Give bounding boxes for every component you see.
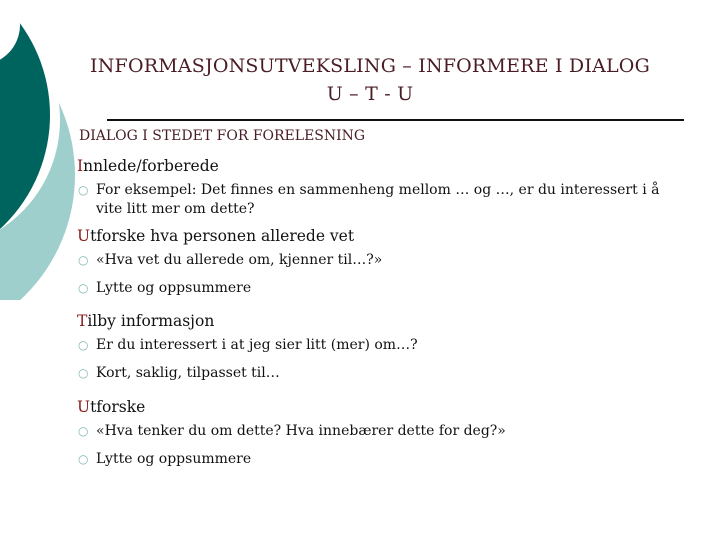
list-item-text: «Hva tenker du om dette? Hva innebærer dette for deg?»	[96, 423, 506, 439]
heading-initial: I	[77, 157, 84, 175]
heading-rest: tforske hva personen allerede vet	[90, 227, 355, 245]
heading-initial: T	[77, 312, 88, 330]
list-item	[78, 422, 678, 441]
section-heading-utforske	[77, 398, 145, 416]
list-item-text: Lytte og oppsummere	[96, 451, 252, 467]
hollow-circle-icon: ○	[78, 281, 89, 295]
list-item-text: Lytte og oppsummere	[96, 280, 252, 296]
heading-rest: tforske	[90, 398, 146, 416]
heading-initial: U	[77, 398, 91, 416]
title-line-1: INFORMASJONSUTVEKSLING – INFORMERE I DIALOG	[90, 55, 650, 77]
subtitle: DIALOG I STEDET FOR FORELESNING	[79, 128, 366, 144]
list-item-text: «Hva vet du allerede om, kjenner til…?»	[96, 252, 383, 268]
list-item	[78, 279, 678, 298]
list-item	[78, 450, 678, 469]
hollow-circle-icon: ○	[78, 253, 89, 267]
page-title	[70, 52, 670, 108]
decorative-circles	[0, 0, 80, 300]
heading-rest: ilby informasjon	[87, 312, 215, 330]
list-item	[78, 364, 678, 383]
list-item-text: Kort, saklig, tilpasset til…	[96, 365, 280, 381]
hollow-circle-icon: ○	[78, 366, 89, 380]
list-item	[78, 336, 678, 355]
heading-initial: U	[77, 227, 91, 245]
list-item-text: For eksempel: Det finnes en sammenheng mellom … og …, er du interessert i å vite litt mer om dette?	[96, 182, 660, 217]
list-item-text: Er du interessert i at jeg sier litt (mer) om…?	[96, 337, 418, 353]
title-divider	[107, 119, 684, 121]
hollow-circle-icon: ○	[78, 183, 89, 197]
hollow-circle-icon: ○	[78, 424, 89, 438]
list-item	[78, 251, 678, 270]
section-heading-utforske-vet	[77, 227, 354, 245]
heading-rest: nnlede/forberede	[83, 157, 219, 175]
title-line-2: U – T - U	[326, 83, 414, 105]
section-heading-tilby	[77, 312, 214, 330]
list-item	[78, 181, 678, 219]
hollow-circle-icon: ○	[78, 338, 89, 352]
section-heading-innlede	[77, 157, 219, 175]
hollow-circle-icon: ○	[78, 452, 89, 466]
